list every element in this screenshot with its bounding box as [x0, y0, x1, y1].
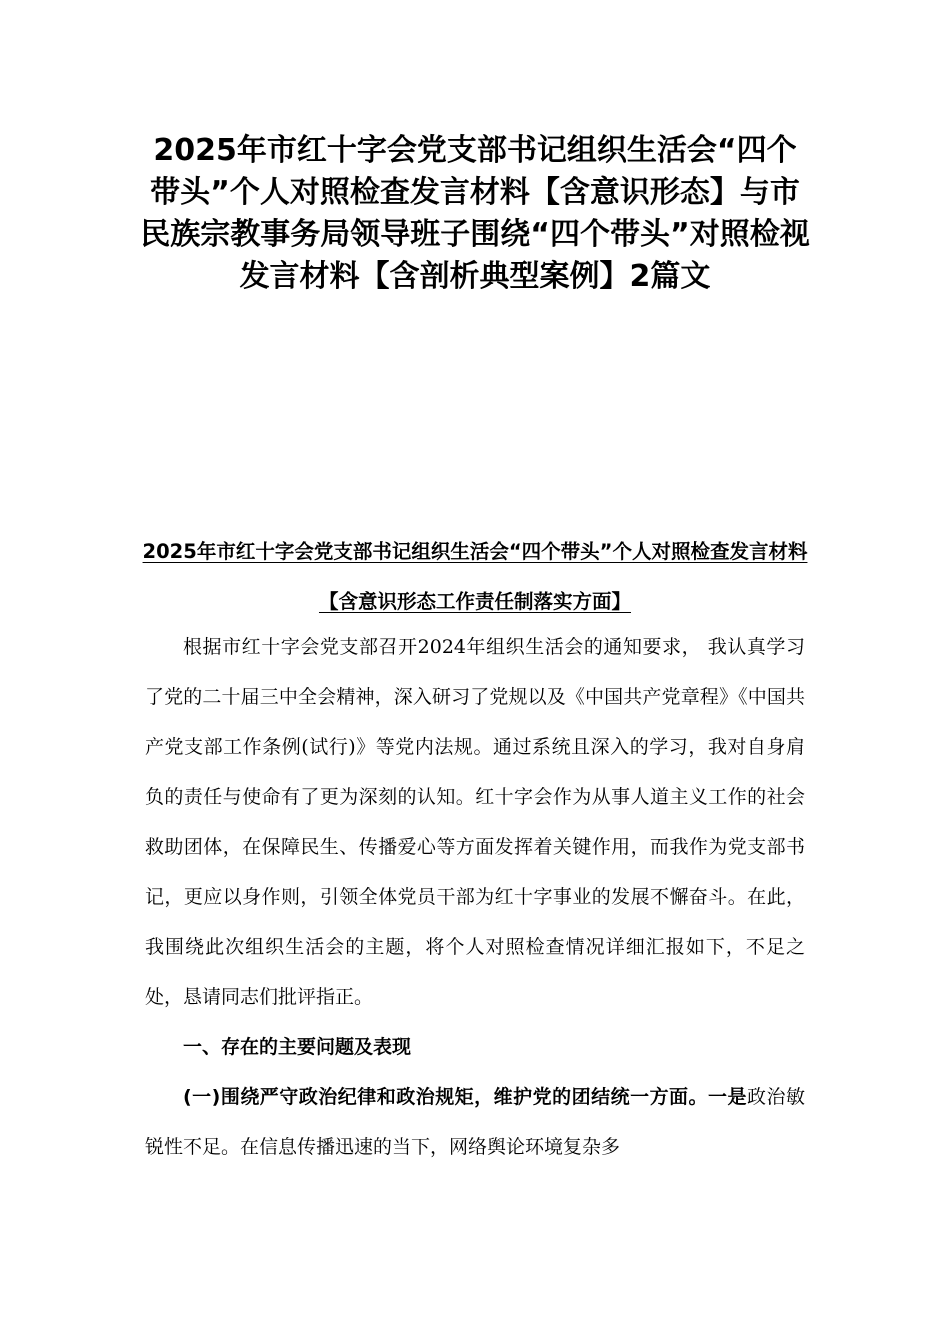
section-title: 2025年市红十字会党支部书记组织生活会“四个带头”个人对照检查发言材料【含意识形态工作责任制落实方面】: [142, 540, 808, 613]
heading-problems: 一、存在的主要问题及表现: [183, 1036, 412, 1058]
sub-heading-bold: (一)围绕严守政治纪律和政治规矩，维护党的团结统一方面。一是: [183, 1086, 748, 1108]
intro-paragraph: 根据市红十字会党支部召开2024年组织生活会的通知要求， 我认真学习了党的二十届三中全会精神，深入研习了党规以及《中国共产党章程》《中国共产党支部工作条例(试行)》等党内法规。通过系统且深入的学习，我对自身肩负的责任与使命有了更为深刻的认知。红十字会作为从事人道主义工作的社会救助团体，在保障民生、传播爱心等方面发挥着关键作用，而我作为党支部书记，更应以身作则，引领全体党员干部为红十字事业的发展不懈奋斗。在此，我围绕此次组织生活会的主题，将个人对照检查情况详细汇报如下，不足之处，恳请同志们批评指正。: [145, 636, 805, 1008]
sub-heading-text: 政治敏锐性不足。在信息传播迅速的当下，网络舆论环境复杂多: [145, 1086, 805, 1158]
paragraph-political-discipline: [145, 1072, 805, 1172]
document-body: [145, 622, 805, 1172]
main-title: 2025年市红十字会党支部书记组织生活会“四个带头”个人对照检查发言材料【含意识形态】与市民族宗教事务局领导班子围绕“四个带头”对照检视发言材料【含剖析典型案例】2篇文: [140, 133, 810, 294]
